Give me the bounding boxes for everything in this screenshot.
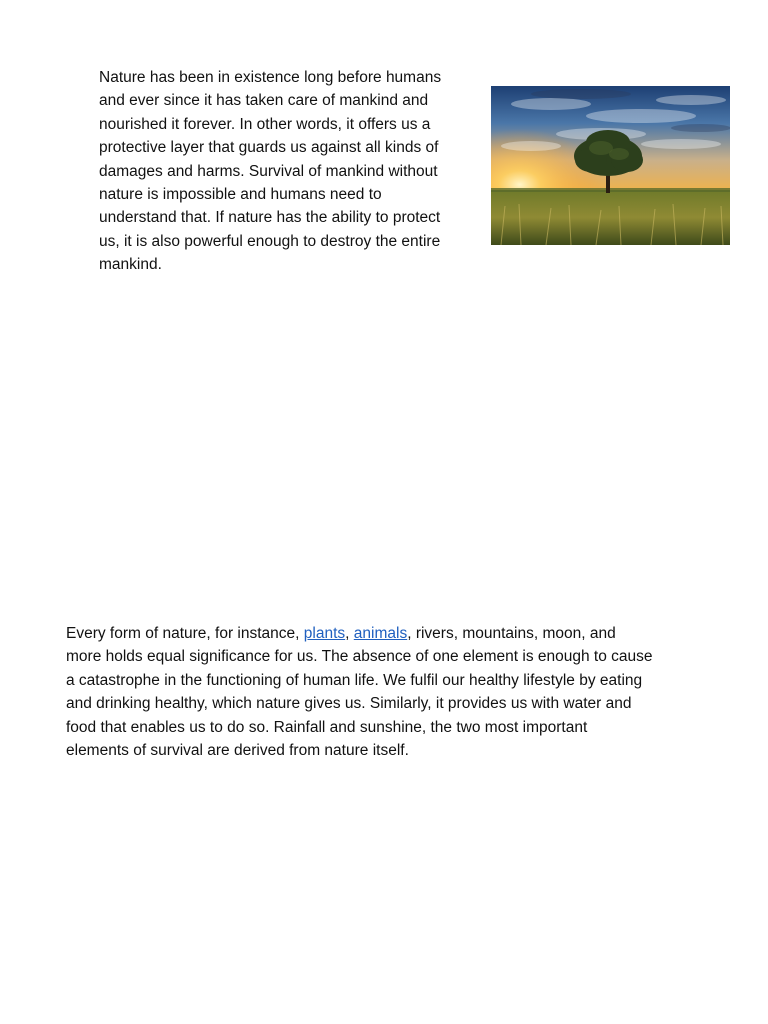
paragraph-line: more holds equal significance for us. The absence of one element is enough to cause [66,648,653,666]
paragraph-line [66,622,653,645]
paragraph-line: food that enables us to do so. Rainfall and sunshine, the two most important [66,718,588,736]
paragraph-line: a catastrophe in the functioning of human life. We fulfil our healthy lifestyle by eating [66,671,643,689]
paragraph-line: us, it is also powerful enough to destroy the entire [99,232,441,250]
link-separator: , [345,625,354,642]
tree-at-sunset-photo [491,86,730,245]
paragraph-line: elements of survival are derived from nature itself. [66,742,409,760]
plants-link[interactable]: plants [303,625,346,642]
paragraph-line: and drinking healthy, which nature gives us. Similarly, it provides us with water and [66,695,632,713]
paragraph-line: and ever since it has taken care of mankind and [99,92,429,110]
paragraph-line: understand that. If nature has the ability to protect [99,209,441,227]
line-prefix: Every form of nature, for instance, [66,625,304,642]
intro-paragraph [99,66,441,277]
line-suffix: , rivers, mountains, moon, and [407,625,616,642]
paragraph-line: nourished it forever. In other words, it offers us a [99,115,431,133]
paragraph-line: nature is impossible and humans need to [99,186,382,204]
paragraph-line: mankind. [99,256,162,274]
paragraph-line: Nature has been in existence long before humans [99,69,442,86]
body-paragraph [66,622,653,762]
paragraph-line: damages and harms. Survival of mankind without [99,162,438,180]
animals-link[interactable]: animals [353,625,408,642]
paragraph-line: protective layer that guards us against all kinds of [99,139,439,157]
